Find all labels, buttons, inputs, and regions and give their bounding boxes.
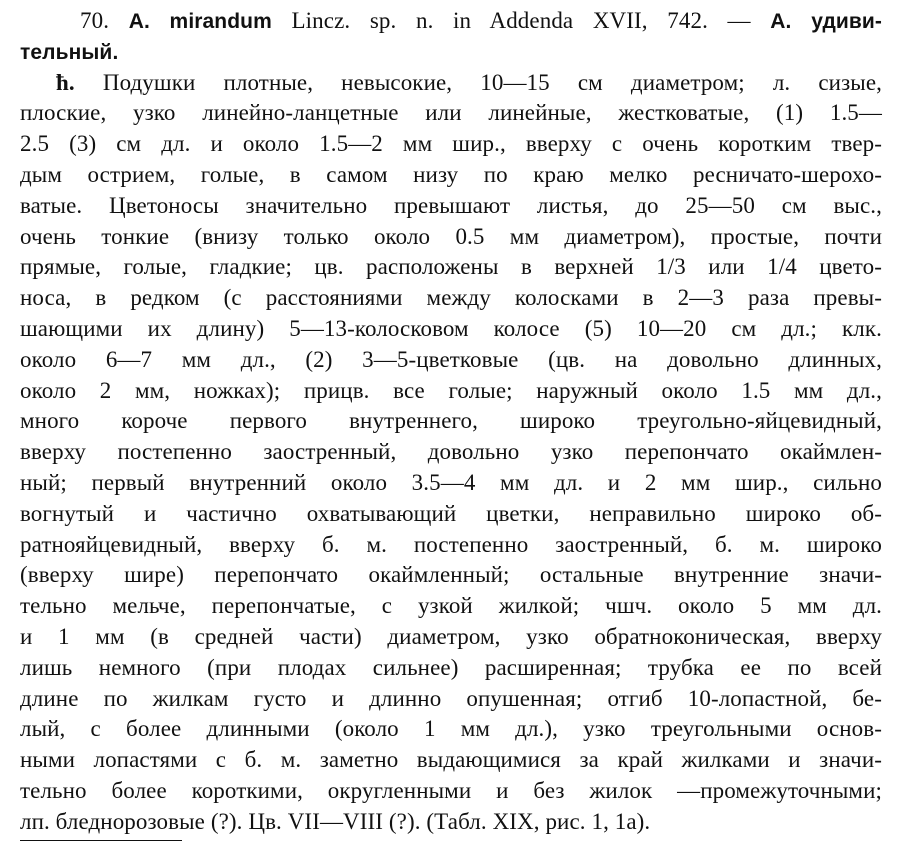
- description-line: ратнояйцевидный, вверху б. м. постепенно заостренный, б. м. широко: [20, 531, 882, 557]
- species-epithet: mirandum: [169, 10, 272, 33]
- description-line: вверху постепенно заостренный, довольно узко перепончато окаймлен-: [20, 439, 882, 465]
- description-line: очень тонкие (внизу только около 0.5 мм диаметром), простые, почти: [20, 223, 882, 249]
- heading-continuation: [20, 37, 882, 68]
- description-line: [20, 68, 882, 99]
- description-text: Подушки плотные, невысокие, 10—15 см диаметром; л. сизые,: [102, 69, 882, 95]
- description-line: вогнутый и частично охватывающий цветки, неправильно широко об-: [20, 500, 882, 526]
- description-line: прямые, голые, гладкие; цв. расположены в верхней 1/3 или 1/4 цвето-: [20, 254, 882, 280]
- species-authority: Lincz. sp. n. in Addenda XVII, 742. —: [291, 8, 751, 33]
- species-heading: [20, 6, 882, 37]
- description-line: длине по жилкам густо и длинно опушенная; отгиб 10-лопастной, бе-: [20, 685, 882, 711]
- description-line: тельно более короткими, округленными и без жилок —промежуточными;: [20, 777, 882, 803]
- russian-name-part1: A. удиви-: [770, 10, 883, 33]
- description-line: 2.5 (3) см дл. и около 1.5—2 мм шир., вверху с очень коротким твер-: [20, 131, 882, 157]
- description-line: и 1 мм (в средней части) диаметром, узко обратноконическая, вверху: [20, 623, 882, 649]
- footnote-rule: [20, 840, 182, 841]
- description-line: ватые. Цветоносы значительно превышают листья, до 25—50 см выс.,: [20, 192, 882, 218]
- description-line: тельно мельче, перепончатые, с узкой жилкой; чшч. около 5 мм дл.: [20, 593, 882, 619]
- description-line: дым острием, голые, в самом низу по краю мелко ресничато-шерохо-: [20, 161, 882, 187]
- description-line: ными лопастями с б. м. заметно выдающимися за край жилками и значи-: [20, 747, 882, 773]
- description-line: около 6—7 мм дл., (2) 3—5-цветковые (цв. на довольно длинных,: [20, 346, 882, 372]
- description-line: ный; первый внутренний около 3.5—4 мм дл. и 2 мм шир., сильно: [20, 469, 882, 495]
- description-line: носа, в редком (с расстояниями между колосками в 2—3 раза превы-: [20, 285, 882, 311]
- shrub-symbol: ħ.: [56, 69, 75, 95]
- description-line: много короче первого внутреннего, широко треугольно-яйцевидный,: [20, 408, 882, 434]
- description-line: лый, с более длинными (около 1 мм дл.), узко треугольными основ-: [20, 716, 882, 742]
- description-line: около 2 мм, ножках); прицв. все голые; наружный около 1.5 мм дл.,: [20, 377, 882, 403]
- russian-name-part2: тельный.: [20, 40, 119, 64]
- description-line: шающими их длину) 5—13-колосковом колосе (5) 10—20 см дл.; клк.: [20, 315, 882, 341]
- description-line: (вверху шире) перепончато окаймленный; остальные внутренние значи-: [20, 562, 882, 588]
- genus-abbrev: A.: [128, 10, 150, 33]
- document-page: [20, 6, 882, 838]
- description-line: плоские, узко линейно-ланцетные или линейные, жестковатые, (1) 1.5—: [20, 100, 882, 126]
- species-number: 70.: [80, 8, 110, 33]
- description-line: лишь немного (при плодах сильнее) расширенная; трубка ее по всей: [20, 654, 882, 680]
- description-line: лп. бледнорозовые (?). Цв. VII—VIII (?). (Табл. XIX, рис. 1, 1а).: [20, 808, 651, 834]
